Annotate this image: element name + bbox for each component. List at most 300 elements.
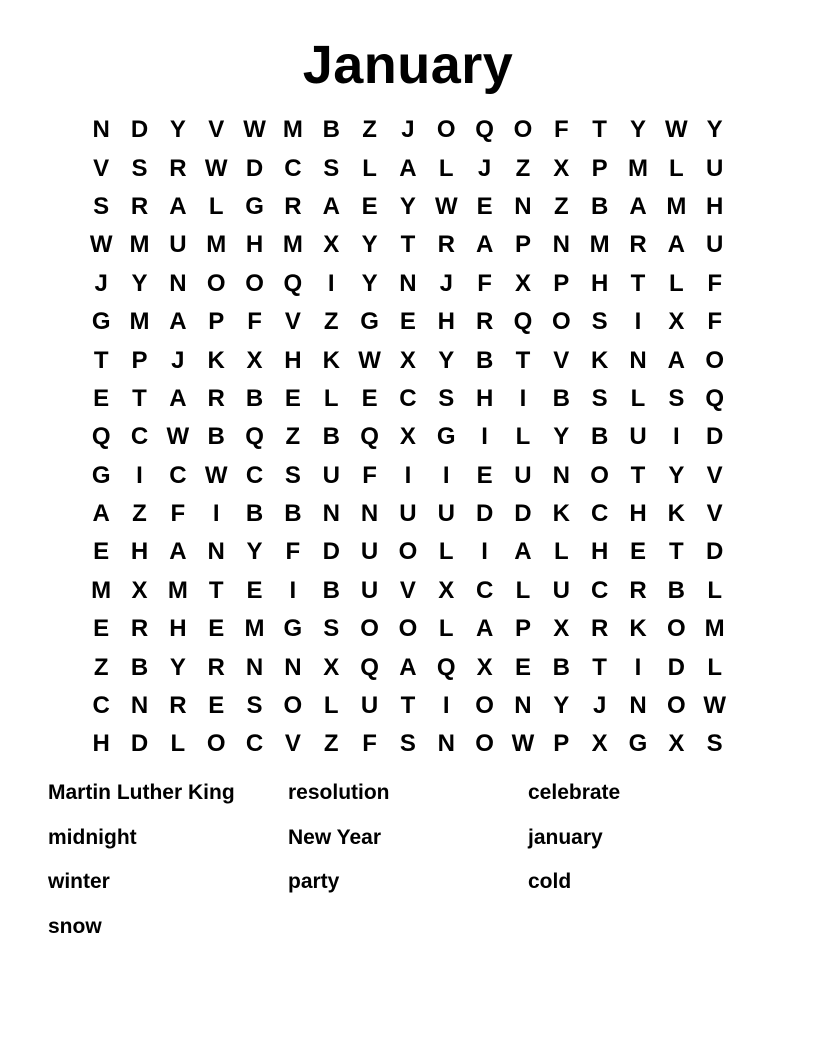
grid-letter: R [629, 231, 647, 259]
grid-letter: A [169, 384, 187, 412]
grid-letter: Q [475, 116, 494, 144]
grid-letter: L [668, 154, 684, 182]
grid-letter: H [169, 615, 187, 643]
word-list-item: midnight [48, 825, 137, 849]
grid-letter: A [475, 615, 494, 643]
grid-letter: K [322, 346, 340, 374]
grid-letter: A [514, 538, 532, 566]
grid-letter: O [245, 269, 264, 297]
grid-letter: R [629, 576, 647, 604]
grid-letter: B [667, 576, 685, 604]
grid-letter: I [212, 500, 220, 528]
grid-letter: J [171, 346, 185, 374]
grid-letter: F [247, 308, 262, 336]
grid-row [82, 648, 734, 686]
grid-row [82, 457, 734, 495]
grid-letter: F [362, 461, 377, 489]
grid-letter: L [438, 538, 454, 566]
grid-letter: O [398, 615, 418, 643]
grid-letter: T [592, 653, 607, 681]
grid-letter: H [590, 269, 609, 297]
grid-letter: K [629, 615, 647, 643]
grid-letter: E [246, 576, 263, 604]
grid-letter: T [132, 384, 147, 412]
grid-letter: L [438, 154, 454, 182]
grid-letter: M [167, 576, 188, 604]
grid-letter: L [362, 154, 377, 182]
grid-letter: W [204, 461, 228, 489]
grid-letter: X [399, 423, 416, 451]
grid-letter: T [93, 346, 109, 374]
grid-letter: Y [169, 653, 186, 681]
grid-letter: I [519, 384, 527, 412]
grid-letter: N [360, 500, 379, 528]
grid-letter: W [358, 346, 381, 374]
grid-letter: U [169, 231, 187, 259]
grid-letter: Z [132, 500, 147, 528]
grid-letter: A [169, 192, 187, 220]
grid-letter: Z [323, 730, 339, 758]
grid-row [82, 725, 734, 763]
grid-letter: I [481, 538, 488, 566]
grid-letter: R [475, 308, 494, 336]
word-list [48, 778, 768, 956]
grid-letter: X [323, 231, 340, 259]
grid-letter: O [283, 692, 303, 720]
grid-letter: G [283, 615, 303, 643]
grid-letter: W [89, 231, 113, 259]
grid-letter: F [553, 116, 569, 144]
grid-letter: X [668, 308, 685, 336]
grid-letter: M [589, 231, 610, 259]
grid-letter: R [284, 192, 302, 220]
grid-letter: W [703, 692, 726, 720]
grid-row [82, 188, 734, 226]
grid-letter: W [204, 154, 228, 182]
grid-letter: S [323, 154, 340, 182]
grid-letter: Z [553, 192, 569, 220]
grid-letter: S [668, 384, 685, 412]
grid-letter: I [634, 308, 642, 336]
grid-letter: A [629, 192, 647, 220]
grid-letter: B [245, 500, 264, 528]
grid-letter: R [437, 231, 455, 259]
grid-letter: T [400, 231, 416, 259]
grid-letter: S [706, 730, 723, 758]
grid-letter: H [245, 231, 264, 259]
grid-letter: M [206, 231, 227, 259]
grid-letter: J [439, 269, 453, 297]
letter-grid [82, 111, 734, 764]
grid-letter: E [361, 384, 378, 412]
grid-letter: I [634, 653, 642, 681]
grid-letter: C [590, 500, 609, 528]
grid-letter: V [399, 576, 416, 604]
grid-letter: X [553, 154, 570, 182]
grid-letter: N [514, 692, 532, 720]
grid-letter: W [166, 423, 190, 451]
grid-letter: V [706, 461, 723, 489]
word-list-item: celebrate [528, 781, 621, 804]
grid-letter: T [668, 538, 684, 566]
grid-letter: S [591, 384, 608, 412]
grid-letter: E [208, 692, 225, 720]
grid-letter: U [437, 500, 455, 528]
grid-letter: D [706, 423, 724, 451]
grid-letter: Y [553, 692, 570, 720]
grid-row [82, 495, 734, 533]
grid-letter: M [627, 154, 648, 182]
grid-letter: A [322, 192, 340, 220]
grid-letter: C [284, 154, 302, 182]
grid-letter: U [360, 576, 379, 604]
word-list-item: cold [528, 870, 572, 893]
grid-letter: J [592, 692, 607, 720]
grid-letter: W [665, 116, 688, 144]
grid-row [82, 341, 734, 379]
grid-letter: N [399, 269, 417, 297]
word-list-item: january [528, 825, 603, 849]
grid-letter: U [629, 423, 647, 451]
grid-letter: A [169, 538, 187, 566]
grid-letter: H [475, 384, 494, 412]
grid-letter: J [401, 116, 415, 144]
grid-letter: N [130, 692, 149, 720]
grid-letter: D [130, 116, 149, 144]
grid-letter: D [514, 500, 532, 528]
grid-letter: I [672, 423, 680, 451]
grid-letter: Z [93, 653, 109, 681]
grid-letter: F [477, 269, 492, 297]
grid-letter: E [93, 615, 110, 643]
grid-letter: O [513, 116, 533, 144]
grid-letter: O [666, 692, 686, 720]
grid-letter: Y [169, 116, 186, 144]
grid-row [82, 418, 734, 456]
grid-letter: O [360, 615, 379, 643]
grid-letter: I [404, 461, 412, 489]
grid-letter: O [206, 730, 226, 758]
grid-letter: Z [362, 116, 377, 144]
grid-letter: N [169, 269, 187, 297]
grid-letter: U [552, 576, 570, 604]
page-title: January [302, 35, 514, 95]
grid-letter: A [475, 231, 494, 259]
grid-letter: T [630, 461, 646, 489]
grid-letter: L [707, 576, 722, 604]
grid-letter: B [207, 423, 225, 451]
grid-letter: Y [668, 461, 685, 489]
grid-letter: N [552, 461, 570, 489]
grid-letter: W [243, 116, 266, 144]
grid-letter: G [436, 423, 456, 451]
word-list-item: New Year [288, 825, 382, 849]
grid-letter: M [129, 231, 150, 259]
grid-letter: L [515, 423, 531, 451]
grid-letter: E [476, 461, 493, 489]
grid-letter: D [245, 154, 264, 182]
grid-letter: L [323, 692, 339, 720]
grid-letter: Q [245, 423, 264, 451]
grid-letter: B [552, 384, 570, 412]
grid-letter: Y [706, 116, 723, 144]
grid-letter: C [130, 423, 149, 451]
grid-letter: H [92, 730, 110, 758]
grid-letter: T [515, 346, 531, 374]
grid-row [82, 380, 734, 418]
grid-letter: N [245, 653, 264, 681]
grid-letter: U [399, 500, 417, 528]
grid-letter: M [704, 615, 725, 643]
grid-letter: M [91, 576, 112, 604]
grid-letter: M [282, 231, 303, 259]
grid-letter: D [322, 538, 340, 566]
grid-letter: H [437, 308, 455, 336]
grid-letter: F [707, 269, 722, 297]
grid-letter: Q [513, 308, 533, 336]
grid-letter: X [399, 346, 416, 374]
grid-letter: N [322, 500, 340, 528]
grid-letter: F [285, 538, 301, 566]
grid-letter: P [553, 730, 570, 758]
grid-letter: Y [438, 346, 455, 374]
grid-letter: B [322, 576, 340, 604]
grid-letter: Y [361, 269, 378, 297]
grid-letter: H [590, 538, 609, 566]
grid-letter: D [475, 500, 494, 528]
grid-letter: E [399, 308, 416, 336]
grid-letter: S [438, 384, 455, 412]
grid-letter: Y [361, 231, 378, 259]
grid-letter: Z [285, 423, 301, 451]
grid-letter: O [551, 308, 571, 336]
grid-letter: S [131, 154, 148, 182]
grid-letter: O [206, 269, 226, 297]
grid-letter: D [706, 538, 724, 566]
grid-letter: M [244, 615, 265, 643]
grid-letter: M [666, 192, 687, 220]
grid-letter: N [437, 730, 455, 758]
grid-letter: V [706, 500, 723, 528]
grid-letter: E [361, 192, 378, 220]
grid-letter: T [400, 692, 416, 720]
grid-letter: B [284, 500, 302, 528]
grid-letter: I [442, 692, 450, 720]
grid-letter: L [553, 538, 569, 566]
grid-letter: G [245, 192, 264, 220]
grid-letter: B [590, 423, 609, 451]
grid-letter: L [630, 384, 646, 412]
grid-letter: I [481, 423, 488, 451]
grid-letter: K [552, 500, 570, 528]
grid-letter: X [438, 576, 455, 604]
grid-letter: N [629, 346, 647, 374]
grid-letter: U [514, 461, 532, 489]
grid-letter: P [514, 231, 531, 259]
grid-letter: B [245, 384, 264, 412]
grid-letter: W [434, 192, 458, 220]
grid-letter: X [553, 615, 570, 643]
grid-row [82, 610, 734, 648]
grid-letter: I [136, 461, 143, 489]
grid-letter: V [93, 154, 110, 182]
grid-letter: Q [705, 384, 724, 412]
grid-letter: L [323, 384, 339, 412]
grid-letter: R [130, 192, 149, 220]
grid-letter: K [590, 346, 609, 374]
grid-row [82, 533, 734, 571]
grid-letter: U [706, 154, 724, 182]
grid-row [82, 226, 734, 264]
grid-letter: O [590, 461, 609, 489]
grid-letter: O [398, 538, 418, 566]
grid-letter: R [169, 692, 187, 720]
grid-letter: A [169, 308, 187, 336]
grid-letter: J [477, 154, 492, 182]
grid-letter: O [705, 346, 724, 374]
grid-letter: X [514, 269, 531, 297]
grid-letter: A [399, 653, 417, 681]
grid-letter: P [553, 269, 570, 297]
grid-letter: N [284, 653, 302, 681]
grid-letter: C [245, 730, 264, 758]
grid-letter: B [475, 346, 494, 374]
grid-letter: E [208, 615, 225, 643]
grid-row [82, 265, 734, 303]
grid-letter: Q [283, 269, 303, 297]
grid-letter: U [360, 538, 379, 566]
grid-letter: G [91, 308, 111, 336]
grid-letter: R [207, 384, 225, 412]
grid-letter: H [284, 346, 302, 374]
grid-letter: V [284, 308, 301, 336]
grid-letter: O [666, 615, 686, 643]
grid-letter: L [170, 730, 186, 758]
grid-letter: I [327, 269, 335, 297]
grid-letter: C [245, 461, 264, 489]
grid-letter: R [590, 615, 609, 643]
grid-letter: Y [246, 538, 263, 566]
grid-letter: G [360, 308, 379, 336]
grid-row [82, 572, 734, 610]
grid-letter: X [246, 346, 263, 374]
grid-letter: S [591, 308, 608, 336]
grid-letter: O [436, 116, 456, 144]
grid-letter: W [511, 730, 535, 758]
grid-letter: X [591, 730, 608, 758]
grid-letter: N [552, 231, 570, 259]
grid-letter: B [590, 192, 609, 220]
grid-letter: C [399, 384, 417, 412]
grid-letter: X [131, 576, 148, 604]
grid-letter: M [282, 116, 303, 144]
grid-letter: P [131, 346, 148, 374]
grid-letter: T [630, 269, 646, 297]
grid-letter: S [399, 730, 416, 758]
grid-letter: X [476, 653, 493, 681]
grid-row [82, 149, 734, 187]
grid-letter: F [362, 730, 377, 758]
grid-letter: R [130, 615, 149, 643]
word-list-item: snow [48, 914, 102, 938]
grid-letter: S [323, 615, 340, 643]
grid-letter: A [399, 154, 417, 182]
grid-letter: U [706, 231, 724, 259]
grid-letter: H [706, 192, 724, 220]
grid-letter: V [284, 730, 301, 758]
grid-letter: P [208, 308, 225, 336]
grid-row [82, 687, 734, 725]
grid-letter: E [93, 538, 110, 566]
grid-letter: U [360, 692, 379, 720]
grid-letter: E [476, 192, 493, 220]
grid-letter: E [93, 384, 110, 412]
grid-letter: Z [323, 308, 339, 336]
grid-letter: S [93, 192, 110, 220]
word-list-item: Martin Luther King [48, 781, 235, 804]
grid-letter: N [629, 692, 647, 720]
grid-letter: B [552, 653, 570, 681]
grid-letter: B [322, 116, 340, 144]
grid-letter: S [284, 461, 301, 489]
grid-letter: M [129, 308, 150, 336]
grid-letter: Z [515, 154, 531, 182]
grid-letter: L [668, 269, 684, 297]
grid-letter: T [592, 116, 607, 144]
word-list-item: winter [48, 870, 110, 893]
grid-letter: A [667, 346, 685, 374]
grid-letter: L [438, 615, 454, 643]
grid-letter: I [442, 461, 450, 489]
grid-letter: Q [360, 653, 379, 681]
word-list-item: party [288, 870, 340, 893]
grid-letter: N [514, 192, 532, 220]
grid-letter: X [323, 653, 340, 681]
grid-letter: Q [91, 423, 111, 451]
grid-letter: A [667, 231, 685, 259]
grid-letter: J [94, 269, 108, 297]
grid-letter: R [169, 154, 187, 182]
grid-letter: H [130, 538, 149, 566]
grid-letter: P [591, 154, 608, 182]
grid-letter: F [707, 308, 722, 336]
grid-letter: L [208, 192, 224, 220]
grid-letter: V [553, 346, 570, 374]
grid-letter: L [707, 653, 722, 681]
word-list-item: resolution [288, 781, 390, 804]
grid-letter: P [514, 615, 531, 643]
grid-letter: A [92, 500, 110, 528]
grid-letter: E [514, 653, 531, 681]
grid-letter: Y [131, 269, 148, 297]
grid-letter: K [207, 346, 225, 374]
grid-letter: X [668, 730, 685, 758]
grid-letter: N [207, 538, 225, 566]
grid-letter: Q [436, 653, 456, 681]
grid-letter: B [130, 653, 149, 681]
grid-letter: C [475, 576, 494, 604]
grid-letter: C [169, 461, 187, 489]
grid-letter: Y [399, 192, 416, 220]
grid-letter: N [92, 116, 110, 144]
grid-letter: E [629, 538, 646, 566]
grid-letter: U [322, 461, 340, 489]
grid-letter: E [284, 384, 301, 412]
grid-letter: V [208, 116, 225, 144]
grid-letter: L [515, 576, 531, 604]
grid-letter: K [667, 500, 685, 528]
grid-letter: O [475, 692, 494, 720]
